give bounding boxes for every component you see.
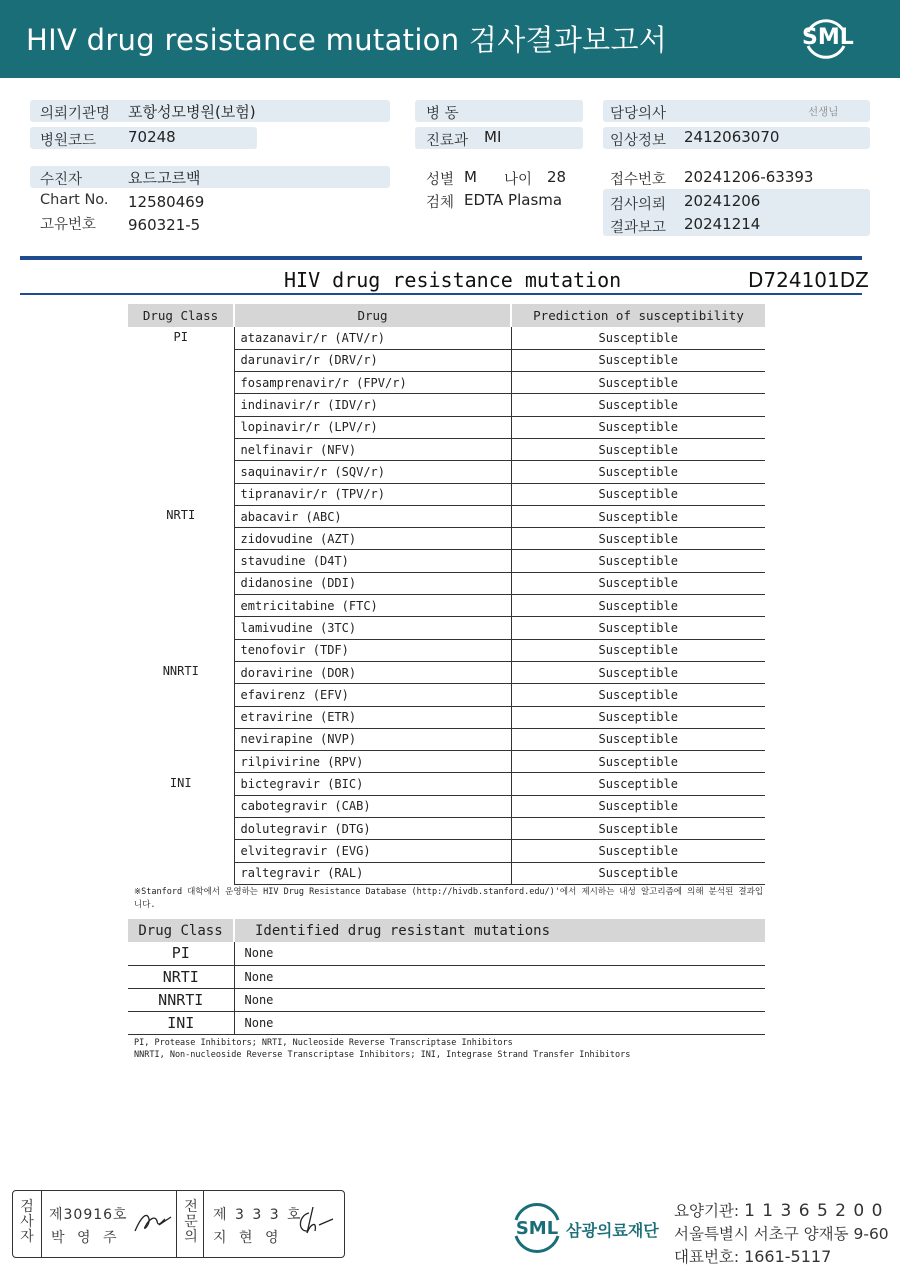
- drug-cell: tenofovir (TDF): [234, 639, 511, 661]
- drug-cell: dolutegravir (DTG): [234, 818, 511, 840]
- mutation-header-mutations: Identified drug resistant mutations: [234, 919, 765, 942]
- drug-cell: nelfinavir (NFV): [234, 438, 511, 460]
- chart-no-label: Chart No.: [40, 192, 109, 208]
- footer-sml-logo-icon: [510, 1200, 564, 1254]
- sex-value: M: [464, 168, 477, 186]
- care-institution: [674, 1199, 883, 1221]
- ward-label: 병 동: [426, 106, 459, 122]
- signature-box: [12, 1190, 345, 1258]
- drug-cell: etravirine (ETR): [234, 706, 511, 728]
- department-value: MI: [484, 128, 502, 146]
- sig-divider: [203, 1191, 204, 1257]
- prediction-cell: Susceptible: [511, 617, 765, 639]
- prediction-cell: Susceptible: [511, 595, 765, 617]
- table-row: [128, 1011, 765, 1034]
- clinical-info-label: 임상정보: [610, 133, 667, 149]
- drug-cell: zidovudine (AZT): [234, 528, 511, 550]
- drug-cell: cabotegravir (CAB): [234, 795, 511, 817]
- tester-license: 제30916호: [49, 1207, 128, 1223]
- phone-number: 1661-5117: [744, 1247, 832, 1266]
- patient-value: 요드고르백: [128, 169, 201, 187]
- drug-cell: abacavir (ABC): [234, 505, 511, 527]
- drug-cell: lamivudine (3TC): [234, 617, 511, 639]
- prediction-cell: Susceptible: [511, 349, 765, 371]
- drug-cell: fosamprenavir/r (FPV/r): [234, 372, 511, 394]
- doctor-label: 담당의사: [610, 106, 667, 122]
- prediction-cell: Susceptible: [511, 840, 765, 862]
- drug-cell: stavudine (D4T): [234, 550, 511, 572]
- prediction-cell: Susceptible: [511, 416, 765, 438]
- table-row: [128, 965, 765, 988]
- requested-value: 20241206: [684, 192, 761, 210]
- drug-class-cell: PI: [173, 330, 188, 344]
- prediction-cell: Susceptible: [511, 438, 765, 460]
- prediction-cell: Susceptible: [511, 505, 765, 527]
- drug-cell: lopinavir/r (LPV/r): [234, 416, 511, 438]
- susceptibility-body: [128, 327, 765, 884]
- footer-phone: [674, 1245, 831, 1267]
- prediction-cell: Susceptible: [511, 684, 765, 706]
- abbreviation-line: PI, Protease Inhibitors; NRTI, Nucleoside Reverse Transcriptase Inhibitors: [134, 1038, 513, 1048]
- specialist-signature-icon: [293, 1205, 339, 1239]
- drug-cell: darunavir/r (DRV/r): [234, 349, 511, 371]
- section-title: HIV drug resistance mutation: [284, 268, 622, 292]
- requested-label: 검사의뢰: [610, 197, 667, 213]
- mutation-header-class: Drug Class: [128, 919, 234, 942]
- receipt-value: 20241206-63393: [684, 168, 814, 186]
- tester-label: 검 사 자: [20, 1199, 34, 1245]
- prediction-cell: Susceptible: [511, 639, 765, 661]
- age-value: 28: [547, 168, 567, 186]
- mutation-class: INI: [128, 1011, 234, 1034]
- prediction-cell: Susceptible: [511, 728, 765, 750]
- drug-cell: saquinavir/r (SQV/r): [234, 461, 511, 483]
- table-row: [128, 327, 765, 349]
- tester-name: 박 영 주: [51, 1230, 121, 1246]
- footer-logo-text: SML: [515, 1218, 559, 1239]
- header-prediction: Prediction of susceptibility: [511, 304, 765, 327]
- reported-value: 20241214: [684, 215, 761, 233]
- specialist-label: 전 문 의: [184, 1199, 198, 1245]
- id-no-label: 고유번호: [40, 217, 97, 233]
- header-drug: Drug: [234, 304, 511, 327]
- prediction-cell: Susceptible: [511, 483, 765, 505]
- section-divider-top: [20, 256, 862, 260]
- prediction-cell: Susceptible: [511, 751, 765, 773]
- sig-divider: [176, 1191, 177, 1257]
- report-header: [0, 0, 900, 78]
- drug-class-cell: INI: [169, 775, 192, 790]
- mutation-value: None: [234, 988, 765, 1011]
- table-row: [128, 773, 765, 795]
- mutation-class: NRTI: [128, 965, 234, 988]
- drug-cell: nevirapine (NVP): [234, 728, 511, 750]
- hospital-code-value: 70248: [128, 128, 176, 146]
- specimen-value: EDTA Plasma: [464, 191, 563, 209]
- prediction-cell: Susceptible: [511, 550, 765, 572]
- mutation-value: None: [234, 965, 765, 988]
- header-drug-class: Drug Class: [128, 304, 234, 327]
- table-row: [128, 942, 765, 965]
- drug-cell: tipranavir/r (TPV/r): [234, 483, 511, 505]
- drug-cell: atazanavir/r (ATV/r): [234, 327, 511, 349]
- drug-cell: didanosine (DDI): [234, 572, 511, 594]
- specialist-name: 지 현 영: [213, 1230, 283, 1246]
- id-no-value: 960321-5: [128, 216, 201, 234]
- drug-cell: doravirine (DOR): [234, 661, 511, 683]
- tester-signature-icon: [131, 1207, 175, 1237]
- prediction-cell: Susceptible: [511, 862, 765, 884]
- prediction-cell: Susceptible: [511, 461, 765, 483]
- report-title: HIV drug resistance mutation 검사결과보고서: [26, 23, 668, 57]
- receipt-label: 접수번호: [610, 172, 667, 188]
- drug-class-cell: NRTI: [166, 508, 196, 523]
- prediction-cell: Susceptible: [511, 528, 765, 550]
- sig-divider: [41, 1191, 42, 1257]
- prediction-cell: Susceptible: [511, 773, 765, 795]
- care-label: 요양기관:: [674, 1202, 740, 1220]
- prediction-cell: Susceptible: [511, 706, 765, 728]
- drug-class-cell: NNRTI: [162, 664, 199, 679]
- doctor-suffix: 선생님: [808, 106, 839, 118]
- footer-address: 서울특별시 서초구 양재동 9-60: [674, 1225, 889, 1243]
- institution-label: 의뢰기관명: [40, 106, 111, 122]
- prediction-cell: Susceptible: [511, 394, 765, 416]
- reported-label: 결과보고: [610, 220, 667, 236]
- drug-cell: raltegravir (RAL): [234, 862, 511, 884]
- table-row: [128, 505, 765, 527]
- drug-cell: bictegravir (BIC): [234, 773, 511, 795]
- section-code: D724101DZ: [748, 268, 869, 292]
- clinical-info-value: 2412063070: [684, 128, 780, 146]
- mutation-class: PI: [128, 942, 234, 965]
- drug-cell: emtricitabine (FTC): [234, 595, 511, 617]
- abbreviation-footnote: [134, 1037, 630, 1061]
- department-label: 진료과: [426, 133, 469, 149]
- prediction-cell: Susceptible: [511, 327, 765, 349]
- table-row: [128, 988, 765, 1011]
- patient-label: 수진자: [40, 172, 83, 188]
- care-number: 1 1 3 6 5 2 0 0: [744, 1201, 884, 1221]
- mutation-class: NNRTI: [128, 988, 234, 1011]
- prediction-cell: Susceptible: [511, 661, 765, 683]
- prediction-cell: Susceptible: [511, 572, 765, 594]
- institution-value: 포항성모병원(보험): [128, 103, 256, 121]
- mutation-value: None: [234, 1011, 765, 1034]
- chart-no-value: 12580469: [128, 193, 205, 211]
- drug-cell: rilpivirine (RPV): [234, 751, 511, 773]
- prediction-cell: Susceptible: [511, 818, 765, 840]
- drug-cell: efavirenz (EFV): [234, 684, 511, 706]
- header-logo-text: SML: [802, 25, 854, 50]
- susceptibility-table: [128, 304, 765, 885]
- drug-cell: indinavir/r (IDV/r): [234, 394, 511, 416]
- mutation-value: None: [234, 942, 765, 965]
- hospital-code-label: 병원코드: [40, 133, 97, 149]
- sex-label: 성별: [426, 172, 455, 188]
- footer-brand: 삼광의료재단: [566, 1221, 659, 1240]
- prediction-cell: Susceptible: [511, 372, 765, 394]
- abbreviation-line: NNRTI, Non-nucleoside Reverse Transcriptase Inhibitors; INI, Integrase Strand Transfer Inhibitors: [134, 1050, 631, 1060]
- phone-label: 대표번호:: [674, 1248, 740, 1266]
- mutation-table: [128, 919, 765, 1035]
- specimen-label: 검체: [426, 195, 455, 211]
- drug-cell: elvitegravir (EVG): [234, 840, 511, 862]
- patient-row-bg: [30, 166, 390, 188]
- stanford-footnote: ※Stanford 대학에서 운영하는 HIV Drug Resistance Database (http://hivdb.stanford.edu/)'에서 제시하는 내성 알고리즘에 의해 분석된 결과입니다.: [134, 887, 764, 910]
- specialist-license: 제 3 3 3 호: [213, 1207, 303, 1223]
- table-row: [128, 661, 765, 683]
- age-label: 나이: [504, 172, 533, 188]
- prediction-cell: Susceptible: [511, 795, 765, 817]
- section-divider-bottom: [20, 293, 862, 295]
